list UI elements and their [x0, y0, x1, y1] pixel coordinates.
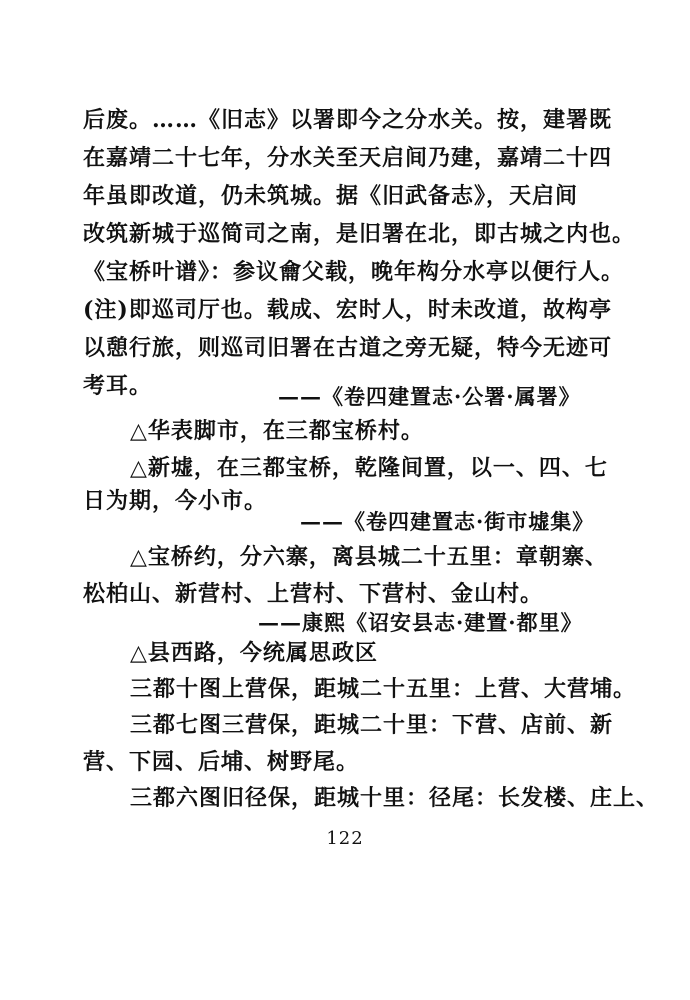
source-citation: ——《卷四建置志·街市墟集》 — [300, 509, 595, 534]
text-line: 改筑新城于巡简司之南，是旧署在北，即古城之内也。 — [83, 221, 636, 247]
text-line: 《宝桥叶谱》：参议龠父载，晚年构分水亭以便行人。 — [83, 259, 625, 285]
text-line: 后废。……《旧志》以署即今之分水关。按，建署既 — [83, 107, 613, 133]
entry-line: 三都六图旧径保，距城十里：径尾：长发楼、庄上、 — [130, 785, 660, 811]
source-citation: ——《卷四建置志·公署·属署》 — [278, 384, 581, 409]
source-citation: ——康熙《诏安县志·建置·都里》 — [258, 610, 583, 635]
text-line: 日为期，今小市。 — [83, 488, 268, 514]
text-line: 考耳。 — [83, 373, 153, 399]
page-number: 122 — [326, 828, 364, 849]
entry-line: △华表脚市，在三都宝桥村。 — [130, 418, 424, 444]
text-line: 年虽即改道，仍未筑城。据《旧武备志》，天启间 — [83, 183, 579, 209]
text-line: 在嘉靖二十七年，分水关至天启间乃建，嘉靖二十四 — [83, 145, 613, 171]
text-line: 以憩行旅，则巡司旧署在古道之旁无疑，特今无迹可 — [83, 335, 613, 361]
entry-line: △县西路，今统属思政区 — [130, 640, 378, 666]
text-line: 营、下园、后埔、树野尾。 — [83, 749, 360, 775]
text-line: 松柏山、新营村、上营村、下营村、金山村。 — [83, 581, 544, 607]
text-line: (注)即巡司厅也。载成、宏时人，时未改道，故构亭 — [83, 297, 612, 323]
entry-line: 三都七图三营保，距城二十里：下营、店前、新 — [130, 712, 614, 738]
entry-line: △宝桥约，分六寨，离县城二十五里：章朝寨、 — [130, 544, 608, 570]
entry-line: 三都十图上营保，距城二十五里：上营、大营埔。 — [130, 676, 637, 702]
entry-line: △新墟，在三都宝桥，乾隆间置，以一、四、七 — [130, 455, 608, 481]
